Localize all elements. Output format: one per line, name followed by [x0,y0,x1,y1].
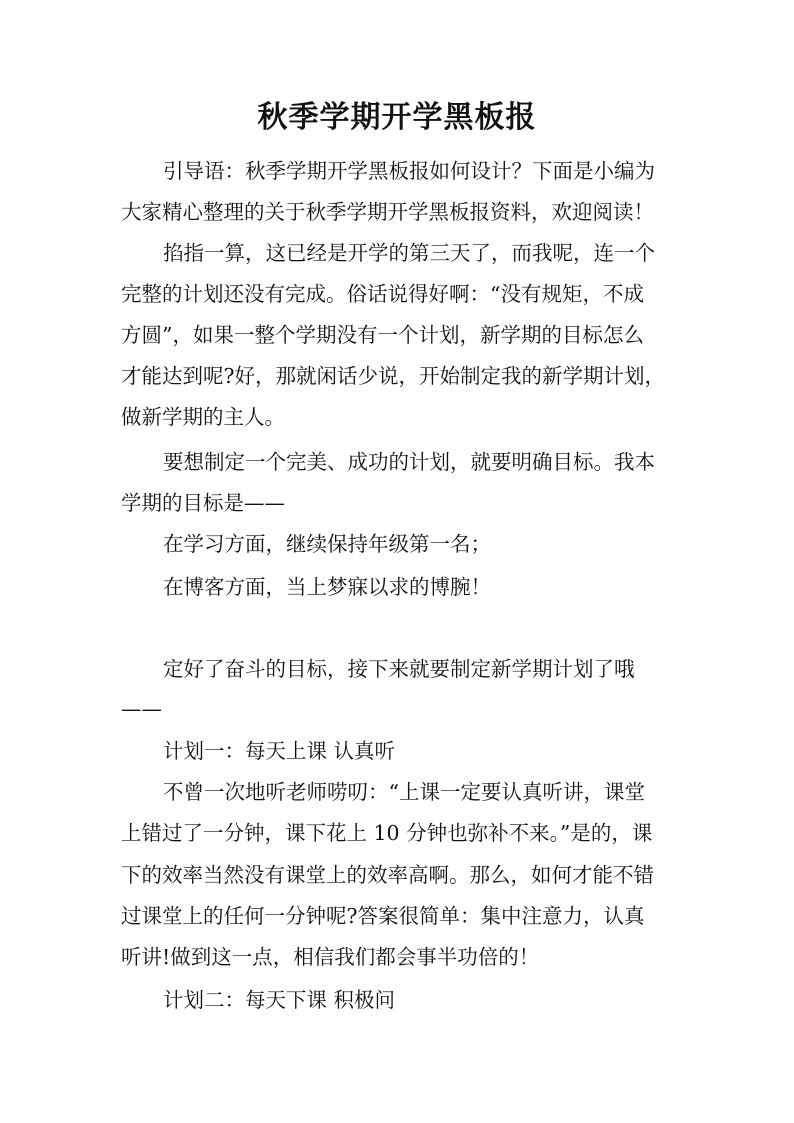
paragraph-line: 听讲!做到这一点，相信我们都会事半功倍的！ [121,945,540,969]
paragraph-line: 过课堂上的任何一分钟呢?答案很简单：集中注意力，认真 [121,904,645,928]
document-title: 秋季学期开学黑板报 [257,100,537,135]
paragraph-line: 下的效率当然没有课堂上的效率高啊。那么，如何才能不错 [121,863,654,887]
paragraph-line: 要想制定一个完美、成功的计划，就要明确目标。我本 [163,450,655,474]
paragraph-line: 不曾一次地听老师唠叨：“上课一定要认真听讲，课堂 [163,780,645,804]
section-heading: 计划二：每天下课 积极问 [163,988,396,1012]
paragraph-line: 引导语：秋季学期开学黑板报如何设计？下面是小编为 [163,159,655,183]
paragraph-line: 做新学期的主人。 [121,405,285,429]
paragraph-line: 上错过了一分钟，课下花上 10 分钟也弥补不来。”是的，课 [121,821,653,845]
section-heading: 计划一：每天上课 认真听 [163,739,396,763]
paragraph-line: 在博客方面，当上梦寐以求的博腕！ [163,575,491,599]
paragraph-line: 在学习方面，继续保持年级第一名； [163,532,491,556]
paragraph-line: 学期的目标是—— [121,491,285,515]
paragraph-line: 定好了奋斗的目标，接下来就要制定新学期计划了哦 [163,657,635,681]
paragraph-line: —— [121,697,162,721]
paragraph-line: 才能达到呢?好，那就闲话少说，开始制定我的新学期计划， [121,364,665,388]
paragraph-line: 完整的计划还没有完成。俗话说得好啊：“没有规矩，不成 [121,282,644,306]
paragraph-line: 方圆”，如果一整个学期没有一个计划，新学期的目标怎么 [121,323,644,347]
paragraph-line: 掐指一算，这已经是开学的第三天了，而我呢，连一个 [163,241,655,265]
paragraph-line: 大家精心整理的关于秋季学期开学黑板报资料，欢迎阅读！ [121,200,654,224]
